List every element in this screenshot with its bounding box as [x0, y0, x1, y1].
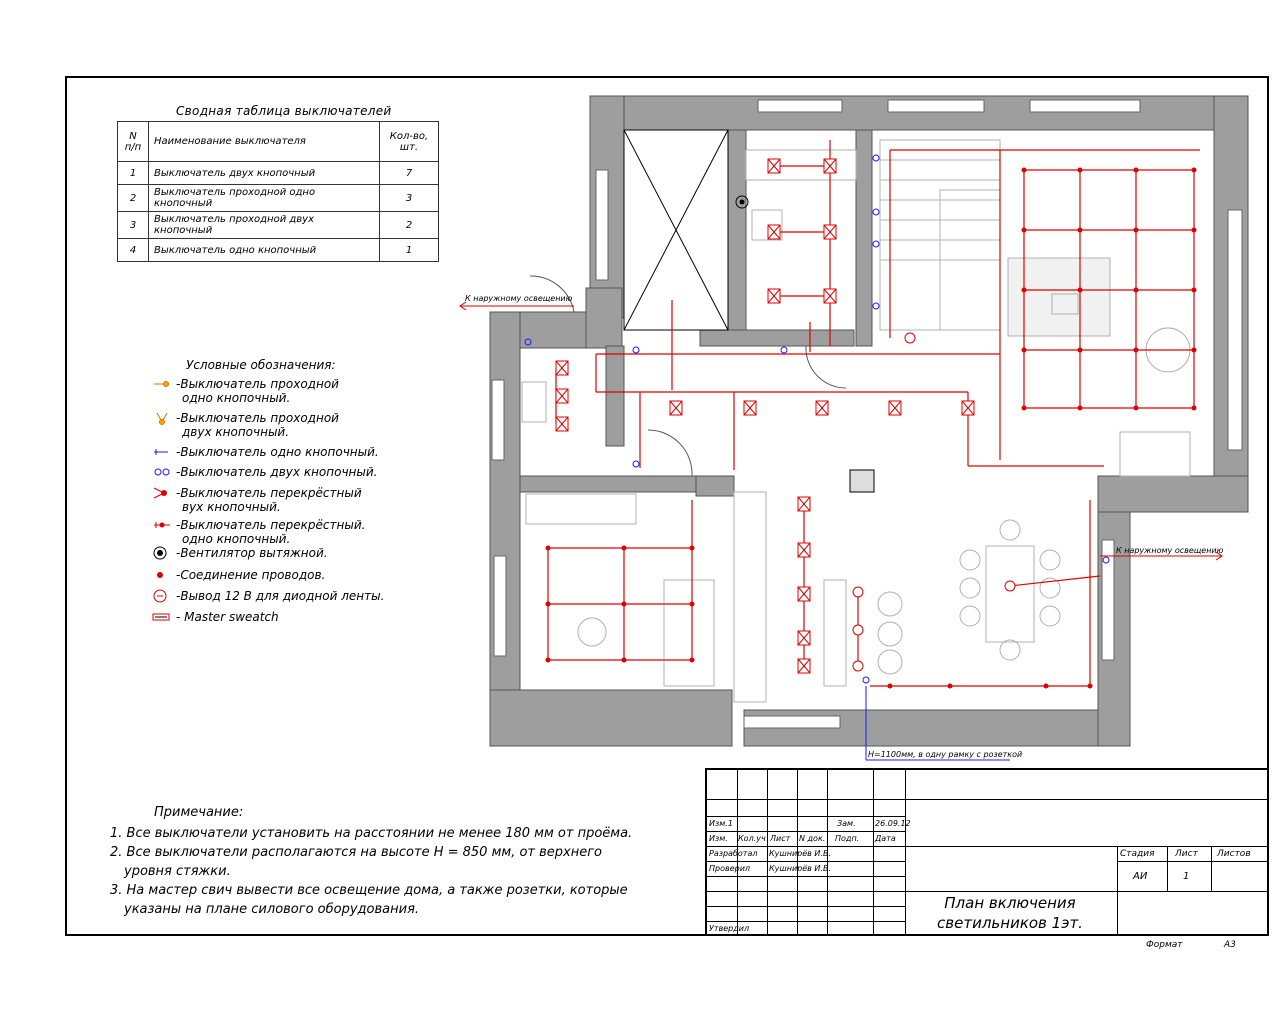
row-qty: 3 — [380, 185, 439, 212]
stamp-utverdil: Утвердил — [709, 924, 750, 933]
note-line: 2. Все выключатели располагаются на высоте Н = 850 мм, от верхнего — [110, 845, 603, 860]
wire-junction-icon — [1022, 348, 1027, 353]
ceiling-light-icon — [798, 659, 810, 673]
table-header-qty: Кол-во, шт. — [380, 122, 439, 162]
stamp-izm1: Изм.1 — [709, 819, 733, 828]
ceiling-light-icon — [670, 401, 682, 415]
wire-junction-icon — [1022, 406, 1027, 411]
format-value: А3 — [1224, 940, 1236, 950]
ceiling-light-icon — [824, 159, 836, 173]
ceiling-light-icon — [798, 497, 810, 511]
stamp-stadia: Стадия — [1120, 849, 1155, 859]
ceiling-light-icon — [556, 389, 568, 403]
row-qty: 1 — [380, 239, 439, 262]
wire-junction-icon — [1134, 228, 1139, 233]
stamp-proveril: Проверил — [709, 864, 751, 873]
ceiling-light-icon — [816, 401, 828, 415]
outdoor-lighting-label-right: К наружному освещению — [1116, 546, 1224, 555]
wire-junction-icon — [546, 602, 551, 607]
wire-junction-icon — [1192, 348, 1197, 353]
wire-junction-icon — [546, 658, 551, 663]
stamp-date-value: 26.09.12 — [875, 819, 911, 828]
note-line: 3. На мастер свич вывести все освещение дома, а также розетки, которые — [110, 883, 628, 898]
wire-junction-icon — [622, 658, 627, 663]
wire-junction-icon — [690, 546, 695, 551]
legend-text-line2: двух кнопочный. — [182, 425, 290, 439]
ceiling-light-icon — [824, 225, 836, 239]
ceiling-light-icon — [768, 225, 780, 239]
stamp-list-val: 1 — [1183, 871, 1190, 882]
stamp-col-ndok: N док. — [799, 834, 826, 843]
row-name: Выключатель одно кнопочный — [149, 239, 380, 262]
wire-junction-icon — [1192, 168, 1197, 173]
legend-text-line2: одно кнопочный. — [182, 391, 291, 405]
wire-junction-icon — [1134, 168, 1139, 173]
wire-junction-icon — [1078, 406, 1083, 411]
plan-title-line2: светильников 1эт. — [937, 914, 1083, 932]
ceiling-light-icon — [556, 417, 568, 431]
row-name: Выключатель проходной двух кнопочный — [149, 212, 380, 239]
legend-text-line1: - Master sweatch — [176, 610, 279, 624]
ceiling-light-icon — [768, 159, 780, 173]
legend-text-line2: вух кнопочный. — [182, 500, 281, 514]
ceiling-light-icon — [798, 543, 810, 557]
wire-junction-icon — [1044, 684, 1049, 689]
note-line: указаны на плане силового оборудования. — [124, 902, 420, 917]
elevator-shaft — [624, 130, 728, 330]
stamp-list: Лист — [1175, 849, 1198, 859]
row-name: Выключатель двух кнопочный — [149, 162, 380, 185]
row-name: Выключатель проходной одно кнопочный — [149, 185, 380, 212]
table-header-name: Наименование выключателя — [149, 122, 380, 162]
ceiling-light-icon — [768, 289, 780, 303]
doors — [530, 276, 846, 476]
legend-text-line1: -Вывод 12 В для диодной ленты. — [176, 589, 385, 603]
legend-text-line1: -Вентилятор вытяжной. — [176, 546, 328, 560]
wire-junction-icon — [622, 602, 627, 607]
ceiling-light-icon — [824, 289, 836, 303]
wire-junction-icon — [1134, 288, 1139, 293]
row-number: 2 — [118, 185, 149, 212]
format-label: Формат — [1146, 940, 1183, 950]
ceiling-light-icon — [962, 401, 974, 415]
stamp-col-izm: Изм. — [709, 834, 728, 843]
ceiling-light-icon — [798, 587, 810, 601]
wire-junction-icon — [690, 602, 695, 607]
stamp-listov: Листов — [1217, 849, 1251, 859]
wire-junction-icon — [1022, 288, 1027, 293]
wire-junction-icon — [1022, 228, 1027, 233]
wire-junction-icon — [690, 658, 695, 663]
wire-junction-icon — [1078, 348, 1083, 353]
table-header-n: N п/п — [118, 122, 149, 162]
ceiling-light-icon — [889, 401, 901, 415]
wire-junction-icon — [546, 546, 551, 551]
wire-junction-icon — [1022, 168, 1027, 173]
legend-title: Условные обозначения: — [186, 358, 336, 372]
stamp-col-kol: Кол.уч — [738, 834, 766, 843]
plan-title-line1: План включения — [944, 894, 1076, 912]
bottom-note-label: Н=1100мм, в одну рамку с розеткой — [868, 750, 1023, 759]
wire-junction-icon — [1078, 288, 1083, 293]
ceiling-light-icon — [798, 631, 810, 645]
legend-text-line1: -Выключатель перекрёстный. — [176, 518, 366, 532]
legend-text-line1: -Соединение проводов. — [176, 568, 326, 582]
ceiling-light-icon — [556, 361, 568, 375]
legend-text-line1: -Выключатель проходной — [176, 411, 339, 425]
stamp-col-list: Лист — [770, 834, 791, 843]
note-line: уровня стяжки. — [124, 864, 231, 879]
row-qty: 2 — [380, 212, 439, 239]
wire-junction-icon — [948, 684, 953, 689]
row-number: 1 — [118, 162, 149, 185]
wire-junction-icon — [888, 684, 893, 689]
legend-text-line2: одно кнопочный. — [182, 532, 291, 546]
legend-text-line1: -Выключатель перекрёстный — [176, 486, 362, 500]
wire-junction-icon — [1192, 288, 1197, 293]
ceiling-light-icon — [744, 401, 756, 415]
wire-junction-icon — [1192, 228, 1197, 233]
notes-title: Примечание: — [154, 805, 244, 820]
wire-junction-icon — [1088, 684, 1093, 689]
stamp-razrabotal: Разработал — [709, 849, 758, 858]
notes — [110, 803, 632, 919]
plan-title — [930, 893, 1090, 933]
row-number: 4 — [118, 239, 149, 262]
wire-junction-icon — [1134, 348, 1139, 353]
legend-text-line1: -Выключатель проходной — [176, 377, 339, 391]
legend-text-line1: -Выключатель одно кнопочный. — [176, 445, 379, 459]
led-strip-outputs — [853, 333, 1015, 671]
row-qty: 7 — [380, 162, 439, 185]
wire-junction-icon — [1134, 406, 1139, 411]
row-number: 3 — [118, 212, 149, 239]
wire-junction-icon — [1078, 168, 1083, 173]
legend-text-line1: -Выключатель двух кнопочный. — [176, 465, 378, 479]
note-line: 1. Все выключатели установить на расстоянии не менее 180 мм от проёма. — [110, 826, 633, 841]
stamp-col-podp: Подп. — [835, 834, 860, 843]
stamp-col-data: Дата — [875, 834, 896, 843]
stamp-stadia-val: АИ — [1133, 871, 1148, 882]
stamp-zam: Зам. — [837, 819, 856, 828]
outdoor-lighting-label-left: К наружному освещению — [465, 294, 573, 303]
switch-table-title: Сводная таблица выключателей — [176, 104, 392, 118]
wire-junction-icon — [622, 546, 627, 551]
wire-junction-icon — [1192, 406, 1197, 411]
stamp-proveril-name: Кушнирёв И.В. — [769, 864, 831, 873]
wire-junction-icon — [1078, 228, 1083, 233]
stamp-razrabotal-name: Кушнирёв И.В. — [769, 849, 831, 858]
